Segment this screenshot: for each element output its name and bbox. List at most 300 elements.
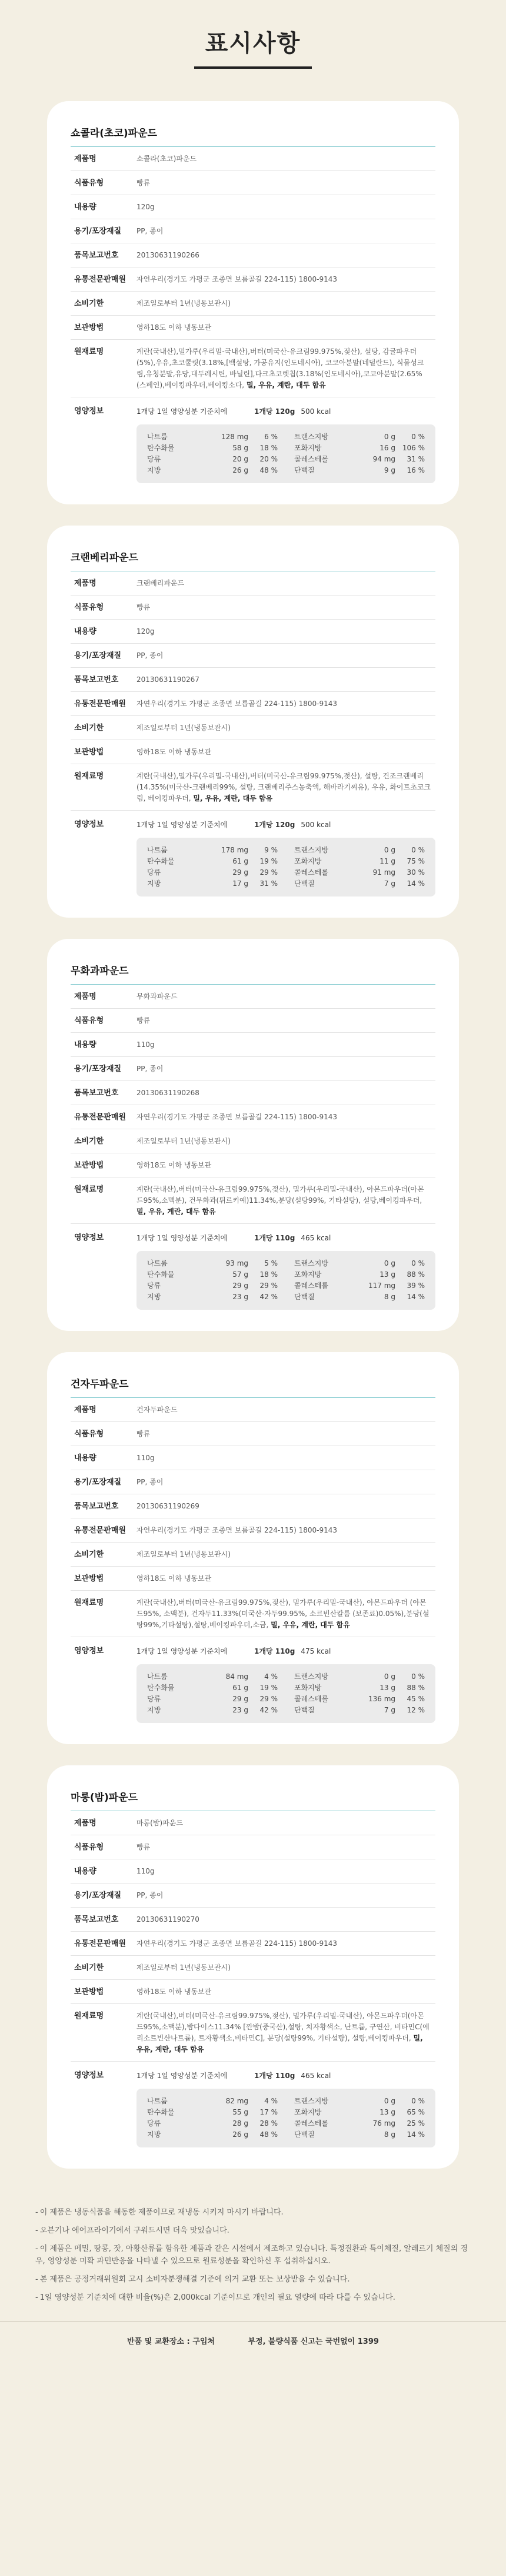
info-value: 쇼콜라(초코)파운드 [137, 155, 197, 163]
info-label: 영양정보 [74, 407, 104, 416]
nutrient-percent: 19 % [259, 857, 278, 865]
info-row [71, 1446, 435, 1470]
nutrient-percent: 30 % [407, 868, 425, 876]
nutrient-name: 당류 [147, 2119, 161, 2127]
nutrient-name: 트랜스지방 [294, 2097, 328, 2105]
nutrient-item [294, 2118, 425, 2129]
nutrient-amount: 61 g [232, 857, 248, 865]
nutrient-name: 포화지방 [294, 444, 322, 452]
nutrient-item [147, 1705, 278, 1716]
ingredients-row [71, 1177, 435, 1224]
nutrition-basis: 1개당 1일 영양성분 기준치에 [137, 2072, 228, 2080]
nutrient-percent: 39 % [407, 1282, 425, 1290]
ingredients-value [131, 1177, 435, 1223]
nutrient-item [147, 1694, 278, 1705]
product-list [0, 101, 506, 2169]
nutrient-amount: 0 g [384, 1672, 395, 1681]
info-value: 자연우리(경기도 가평군 조종면 보릅골길 224-115) 1800-9143 [137, 1526, 338, 1534]
nutrition-column [294, 431, 425, 476]
nutrient-item [294, 2129, 425, 2140]
nutrition-column [147, 845, 278, 889]
nutrient-item [294, 465, 425, 476]
nutrient-name: 나트륨 [147, 1672, 168, 1681]
nutrient-name: 나트륨 [147, 846, 168, 854]
nutrition-summary [137, 1232, 435, 1244]
notice-item [35, 2243, 471, 2267]
info-row [71, 1494, 435, 1518]
info-label: 보관방법 [74, 748, 104, 757]
nutrient-percent: 31 % [259, 879, 278, 888]
nutrient-amount: 17 g [232, 879, 248, 888]
info-row [71, 1105, 435, 1129]
nutrient-amount: 94 mg [372, 455, 395, 463]
nutrient-percent: 6 % [264, 433, 278, 441]
info-value: 영하18도 이하 냉동보관 [137, 748, 212, 756]
info-value: 110g [137, 1454, 155, 1462]
nutrient-percent: 48 % [259, 2130, 278, 2139]
product-title: 쇼콜라(초코)파운드 [71, 125, 435, 147]
info-row [71, 596, 435, 620]
nutrient-amount: 91 mg [372, 868, 395, 876]
info-row [71, 1033, 435, 1057]
ingredients-row [71, 1591, 435, 1637]
info-value: 제조일로부터 1년(냉동보관시) [137, 299, 231, 307]
serving-size: 1개당 110g [254, 2072, 295, 2080]
info-value: 마롱(밤)파운드 [137, 1819, 183, 1827]
info-value: 제조일로부터 1년(냉동보관시) [137, 1963, 231, 1972]
header [0, 0, 506, 101]
info-row [71, 668, 435, 692]
nutrient-percent: 14 % [407, 879, 425, 888]
info-value: 자연우리(경기도 가평군 조종면 보릅골길 224-115) 1800-9143 [137, 1113, 338, 1121]
allergen-text: 밀, 우유, 계란, 대두 함유 [137, 2034, 423, 2053]
info-label: 품목보고번호 [74, 675, 119, 684]
info-label: 식품유형 [74, 1016, 104, 1025]
nutrition-basis: 1개당 1일 영양성분 기준치에 [137, 821, 228, 829]
info-label: 제품명 [74, 155, 96, 163]
product-title: 무화과파운드 [71, 962, 435, 985]
info-label: 보관방법 [74, 1161, 104, 1170]
info-row [71, 1908, 435, 1932]
info-value: 빵류 [137, 1843, 151, 1851]
nutrition-column [294, 1258, 425, 1303]
info-label: 유통전문판매원 [74, 1113, 126, 1122]
nutrient-name: 포화지방 [294, 2108, 322, 2116]
nutrient-percent: 28 % [259, 2119, 278, 2127]
ingredients-text: 계란(국내산),버터(미국산-유크림99.975%,젖산), 밀가루(우리밀-국내산), 아몬드파우더 (아몬드95%, 소맥분), 건자두11.33%(미국산-자두99.95%, 소르빈산칼륨 (보존료)0.05%),분당(설탕99%,기타설탕),설탕,베이킹파우더,소금, [137, 1598, 430, 1629]
ingredients-row [71, 340, 435, 397]
nutrient-amount: 29 g [232, 868, 248, 876]
product-card [47, 939, 459, 1331]
nutrient-item [147, 2129, 278, 2140]
nutrient-percent: 75 % [407, 857, 425, 865]
nutrition-summary [137, 2070, 435, 2082]
info-row [71, 1057, 435, 1081]
calories: 465 kcal [301, 2072, 331, 2080]
nutrient-item [147, 1280, 278, 1292]
info-label: 보관방법 [74, 1988, 104, 1996]
nutrient-amount: 0 g [384, 846, 395, 854]
nutrient-item [294, 2107, 425, 2118]
nutrition-panel [131, 1645, 435, 1723]
nutrient-percent: 0 % [411, 846, 425, 854]
nutrient-name: 트랜스지방 [294, 1259, 328, 1267]
nutrient-amount: 84 mg [225, 1672, 248, 1681]
nutrient-amount: 28 g [232, 2119, 248, 2127]
footer [0, 2321, 506, 2346]
nutrient-percent: 12 % [407, 1706, 425, 1714]
nutrient-amount: 61 g [232, 1684, 248, 1692]
nutrient-percent: 18 % [259, 1270, 278, 1279]
nutrient-amount: 7 g [384, 879, 395, 888]
info-row [71, 985, 435, 1009]
nutrient-percent: 25 % [407, 2119, 425, 2127]
nutrition-column [147, 431, 278, 476]
info-row [71, 620, 435, 644]
nutrient-percent: 4 % [264, 1672, 278, 1681]
info-label: 품목보고번호 [74, 1915, 119, 1924]
nutrient-percent: 48 % [259, 466, 278, 474]
nutrient-amount: 117 mg [368, 1282, 395, 1290]
nutrient-percent: 20 % [259, 455, 278, 463]
nutrition-column [147, 1671, 278, 1716]
info-label: 제품명 [74, 992, 96, 1001]
info-value: 20130631190268 [137, 1089, 199, 1097]
info-row [71, 1980, 435, 2004]
nutrient-name: 트랜스지방 [294, 433, 328, 441]
info-label: 영양정보 [74, 1233, 104, 1242]
notice-text: 이 제품은 메밀, 땅콩, 잣, 아황산류를 함유한 제품과 같은 시설에서 제조하고 있습니다. 특정질환과 특이체질, 알레르기 체질의 경우, 영양성분 미확 과민반응을 나타낼 수 있으므로 원료성분을 확인하신 후 섭취하십시오. [35, 2244, 468, 2266]
serving-size: 1개당 110g [254, 1234, 295, 1242]
nutrient-amount: 0 g [384, 1259, 395, 1267]
nutrient-item [147, 431, 278, 443]
info-value: 제조일로부터 1년(냉동보관시) [137, 1550, 231, 1558]
nutrient-item [147, 2118, 278, 2129]
ingredients-value [131, 340, 435, 397]
info-label: 용기/포장재질 [74, 1478, 122, 1487]
nutrient-amount: 13 g [380, 1270, 395, 1279]
info-label: 소비기한 [74, 1963, 104, 1972]
info-value: PP, 종이 [137, 227, 164, 235]
nutrient-name: 지방 [147, 2130, 161, 2139]
nutrient-percent: 0 % [411, 1672, 425, 1681]
info-label: 원재료명 [74, 772, 104, 781]
nutrient-item [147, 2107, 278, 2118]
nutrition-table [137, 1251, 435, 1310]
allergen-text: 밀, 우유, 계란, 대두 함유 [193, 794, 273, 802]
nutrient-item [147, 878, 278, 889]
info-value: 건자두파운드 [137, 1406, 178, 1414]
info-value: 무화과파운드 [137, 992, 178, 1001]
nutrient-percent: 19 % [259, 1684, 278, 1692]
nutrient-name: 지방 [147, 466, 161, 474]
nutrient-name: 콜레스테롤 [294, 868, 328, 876]
nutrition-row [71, 2062, 435, 2147]
ingredients-text: 계란(국내산),버터(미국산-유크림99.975%,젖산), 밀가루(우리밀-국내산), 아몬드파우더(아몬드95%,소맥분), 건무화과(튀르키예)11.34%,분당(설탕99%, 기타설탕), 설탕,베이킹파우더, [137, 1185, 424, 1205]
info-value: 20130631190270 [137, 1915, 199, 1923]
nutrient-percent: 88 % [407, 1270, 425, 1279]
return-place: 반품 및 교환장소 : 구입처 [127, 2337, 215, 2346]
info-label: 식품유형 [74, 1843, 104, 1852]
nutrient-name: 콜레스테롤 [294, 1695, 328, 1703]
info-value: 20130631190269 [137, 1502, 199, 1510]
info-label: 보관방법 [74, 1574, 104, 1583]
nutrient-item [147, 465, 278, 476]
info-value: 20130631190266 [137, 251, 199, 259]
info-label: 유통전문판매원 [74, 1526, 126, 1535]
info-label: 용기/포장재질 [74, 651, 122, 660]
nutrient-percent: 65 % [407, 2108, 425, 2116]
notice-list [0, 2190, 506, 2304]
info-label: 제품명 [74, 1406, 96, 1414]
nutrient-name: 탄수화물 [147, 857, 175, 865]
notice-item [35, 2224, 471, 2237]
info-value: 제조일로부터 1년(냉동보관시) [137, 724, 231, 732]
info-row [71, 1470, 435, 1494]
nutrient-item [147, 1292, 278, 1303]
info-value: 20130631190267 [137, 675, 199, 684]
info-label: 품목보고번호 [74, 1502, 119, 1511]
nutrient-percent: 16 % [407, 466, 425, 474]
nutrition-column [147, 2096, 278, 2140]
info-label: 내용량 [74, 627, 96, 636]
title-underline [194, 66, 312, 69]
nutrient-amount: 29 g [232, 1695, 248, 1703]
nutrient-percent: 14 % [407, 2130, 425, 2139]
nutrient-name: 지방 [147, 879, 161, 888]
nutrient-amount: 0 g [384, 433, 395, 441]
info-row [71, 1009, 435, 1033]
bullet-dash: - [35, 2244, 38, 2253]
nutrient-item [147, 443, 278, 454]
nutrient-item [294, 1682, 425, 1694]
nutrient-amount: 82 mg [225, 2097, 248, 2105]
info-label: 원재료명 [74, 1598, 104, 1607]
product-card [47, 101, 459, 504]
nutrient-item [147, 1269, 278, 1280]
nutrient-name: 포화지방 [294, 1684, 322, 1692]
info-row [71, 267, 435, 292]
info-row [71, 292, 435, 316]
nutrient-amount: 0 g [384, 2097, 395, 2105]
info-row [71, 219, 435, 243]
info-value: 빵류 [137, 1430, 151, 1438]
nutrient-percent: 5 % [264, 1259, 278, 1267]
nutrition-column [294, 2096, 425, 2140]
nutrient-item [147, 1671, 278, 1682]
nutrition-row [71, 1637, 435, 1723]
info-row [71, 1153, 435, 1177]
nutrient-amount: 13 g [380, 2108, 395, 2116]
nutrient-name: 단백질 [294, 1706, 315, 1714]
nutrient-percent: 29 % [259, 868, 278, 876]
product-card [47, 526, 459, 918]
nutrient-name: 나트륨 [147, 433, 168, 441]
info-value: 영하18도 이하 냉동보관 [137, 323, 212, 332]
nutrition-basis: 1개당 1일 영양성분 기준치에 [137, 1234, 228, 1242]
nutrient-amount: 8 g [384, 2130, 395, 2139]
info-row [71, 171, 435, 195]
nutrition-column [147, 1258, 278, 1303]
nutrient-item [294, 856, 425, 867]
info-value: PP, 종이 [137, 1065, 164, 1073]
nutrient-amount: 7 g [384, 1706, 395, 1714]
ingredients-value [131, 764, 435, 810]
serving-size: 1개당 110g [254, 1647, 295, 1655]
nutrient-name: 당류 [147, 455, 161, 463]
info-value: 크랜베리파운드 [137, 579, 185, 587]
info-value: 자연우리(경기도 가평군 조종면 보릅골길 224-115) 1800-9143 [137, 700, 338, 708]
nutrient-name: 지방 [147, 1706, 161, 1714]
calories: 500 kcal [301, 821, 331, 829]
nutrient-item [147, 2096, 278, 2107]
nutrition-panel [131, 1232, 435, 1310]
nutrient-name: 트랜스지방 [294, 1672, 328, 1681]
info-row [71, 644, 435, 668]
info-label: 영양정보 [74, 2071, 104, 2080]
nutrient-amount: 55 g [232, 2108, 248, 2116]
product-card [47, 1765, 459, 2169]
product-title: 마롱(밤)파운드 [71, 1789, 435, 1811]
nutrient-amount: 136 mg [368, 1695, 395, 1703]
info-row [71, 1956, 435, 1980]
info-row [71, 316, 435, 340]
nutrient-amount: 13 g [380, 1684, 395, 1692]
serving-size: 1개당 120g [254, 407, 295, 416]
product-title: 건자두파운드 [71, 1376, 435, 1398]
nutrient-item [294, 1269, 425, 1280]
calories: 465 kcal [301, 1234, 331, 1242]
nutrient-name: 탄수화물 [147, 2108, 175, 2116]
nutrient-amount: 58 g [232, 444, 248, 452]
nutrient-percent: 45 % [407, 1695, 425, 1703]
nutrient-amount: 23 g [232, 1293, 248, 1301]
nutrient-name: 단백질 [294, 2130, 315, 2139]
ingredients-row [71, 764, 435, 811]
info-row [71, 1811, 435, 1835]
info-label: 용기/포장재질 [74, 1891, 122, 1900]
nutrient-amount: 29 g [232, 1282, 248, 1290]
info-row [71, 1518, 435, 1543]
allergen-text: 밀, 우유, 계란, 대두 함유 [137, 1207, 216, 1216]
info-label: 원재료명 [74, 2012, 104, 2020]
nutrient-percent: 88 % [407, 1684, 425, 1692]
info-label: 용기/포장재질 [74, 227, 122, 236]
nutrient-percent: 29 % [259, 1695, 278, 1703]
ingredients-value [131, 1591, 435, 1637]
info-value: 빵류 [137, 603, 151, 611]
nutrition-summary [137, 406, 435, 417]
info-label: 품목보고번호 [74, 1089, 119, 1098]
nutrient-name: 포화지방 [294, 1270, 322, 1279]
info-value: 영하18도 이하 냉동보관 [137, 1161, 212, 1169]
notice-item [35, 2291, 471, 2304]
nutrition-panel [131, 819, 435, 896]
notice-item [35, 2273, 471, 2286]
info-value: 120g [137, 203, 155, 211]
info-label: 품목보고번호 [74, 251, 119, 260]
nutrient-item [147, 867, 278, 878]
nutrient-amount: 9 g [384, 466, 395, 474]
product-card [47, 1352, 459, 1744]
info-row [71, 1884, 435, 1908]
nutrient-percent: 0 % [411, 433, 425, 441]
ingredients-value [131, 2004, 435, 2061]
info-label: 영양정보 [74, 1647, 104, 1655]
info-label: 제품명 [74, 579, 96, 588]
info-label: 용기/포장재질 [74, 1065, 122, 1073]
info-label: 식품유형 [74, 603, 104, 612]
nutrient-item [294, 454, 425, 465]
nutrition-summary [137, 1645, 435, 1657]
nutrition-table [137, 838, 435, 896]
nutrient-item [147, 845, 278, 856]
info-value: 빵류 [137, 1016, 151, 1025]
nutrient-percent: 42 % [259, 1706, 278, 1714]
info-row [71, 692, 435, 716]
nutrient-name: 나트륨 [147, 2097, 168, 2105]
page-title: 표시사항 [205, 30, 301, 57]
info-label: 소비기한 [74, 724, 104, 732]
nutrient-name: 지방 [147, 1293, 161, 1301]
nutrition-table [137, 1664, 435, 1723]
info-row [71, 571, 435, 596]
nutrient-name: 포화지방 [294, 857, 322, 865]
nutrient-item [294, 1694, 425, 1705]
info-row [71, 716, 435, 740]
info-row [71, 1859, 435, 1884]
nutrition-column [294, 1671, 425, 1716]
nutrient-item [294, 1671, 425, 1682]
nutrient-name: 콜레스테롤 [294, 1282, 328, 1290]
nutrient-percent: 14 % [407, 1293, 425, 1301]
nutrient-name: 단백질 [294, 879, 315, 888]
bullet-dash: - [35, 2226, 38, 2235]
info-label: 내용량 [74, 1041, 96, 1049]
bullet-dash: - [35, 2208, 38, 2217]
nutrient-amount: 93 mg [225, 1259, 248, 1267]
ingredients-text: 계란(국내산),밀가루(우리밀-국내산),버터(미국산-유크림99.975%,젖산), 설탕, 감귤파우더(5%),우유,초코쿨릿(3.18%,[백설탕, 가공유지(인도네시아), 코코아분말(네덜란드), 식물성크림,유청분말,유당,대두레시틴, 바닐린],다크초코렛칩(3.18%(인도네시아),코코아분말(2.65%(스페인),베이킹파우더,베이킹소다, [137, 347, 424, 389]
nutrition-row [71, 1224, 435, 1310]
info-label: 식품유형 [74, 1430, 104, 1438]
nutrient-percent: 18 % [259, 444, 278, 452]
info-label: 원재료명 [74, 1185, 104, 1194]
info-row [71, 147, 435, 171]
info-row [71, 1081, 435, 1105]
nutrient-item [147, 856, 278, 867]
info-row [71, 1932, 435, 1956]
nutrient-item [294, 845, 425, 856]
info-label: 유통전문판매원 [74, 1939, 126, 1948]
info-value: 빵류 [137, 179, 151, 187]
nutrient-name: 단백질 [294, 1293, 315, 1301]
nutrient-amount: 178 mg [221, 846, 248, 854]
info-row [71, 243, 435, 267]
info-label: 소비기한 [74, 1550, 104, 1559]
nutrition-column [294, 845, 425, 889]
nutrient-item [294, 1705, 425, 1716]
nutrition-row [71, 811, 435, 896]
info-value: 영하18도 이하 냉동보관 [137, 1574, 212, 1583]
notice-text: 이 제품은 냉동식품을 해동한 제품이므로 재냉동 시키지 마시기 바랍니다. [39, 2208, 284, 2217]
notice-text: 본 제품은 공정거래위원회 고시 소비자분쟁해결 기준에 의거 교환 또는 보상받을 수 있습니다. [39, 2275, 350, 2284]
info-value: PP, 종이 [137, 1478, 164, 1486]
nutrient-name: 당류 [147, 1282, 161, 1290]
nutrient-percent: 42 % [259, 1293, 278, 1301]
info-value: 영하18도 이하 냉동보관 [137, 1988, 212, 1996]
ingredients-row [71, 2004, 435, 2062]
nutrient-name: 탄수화물 [147, 1270, 175, 1279]
